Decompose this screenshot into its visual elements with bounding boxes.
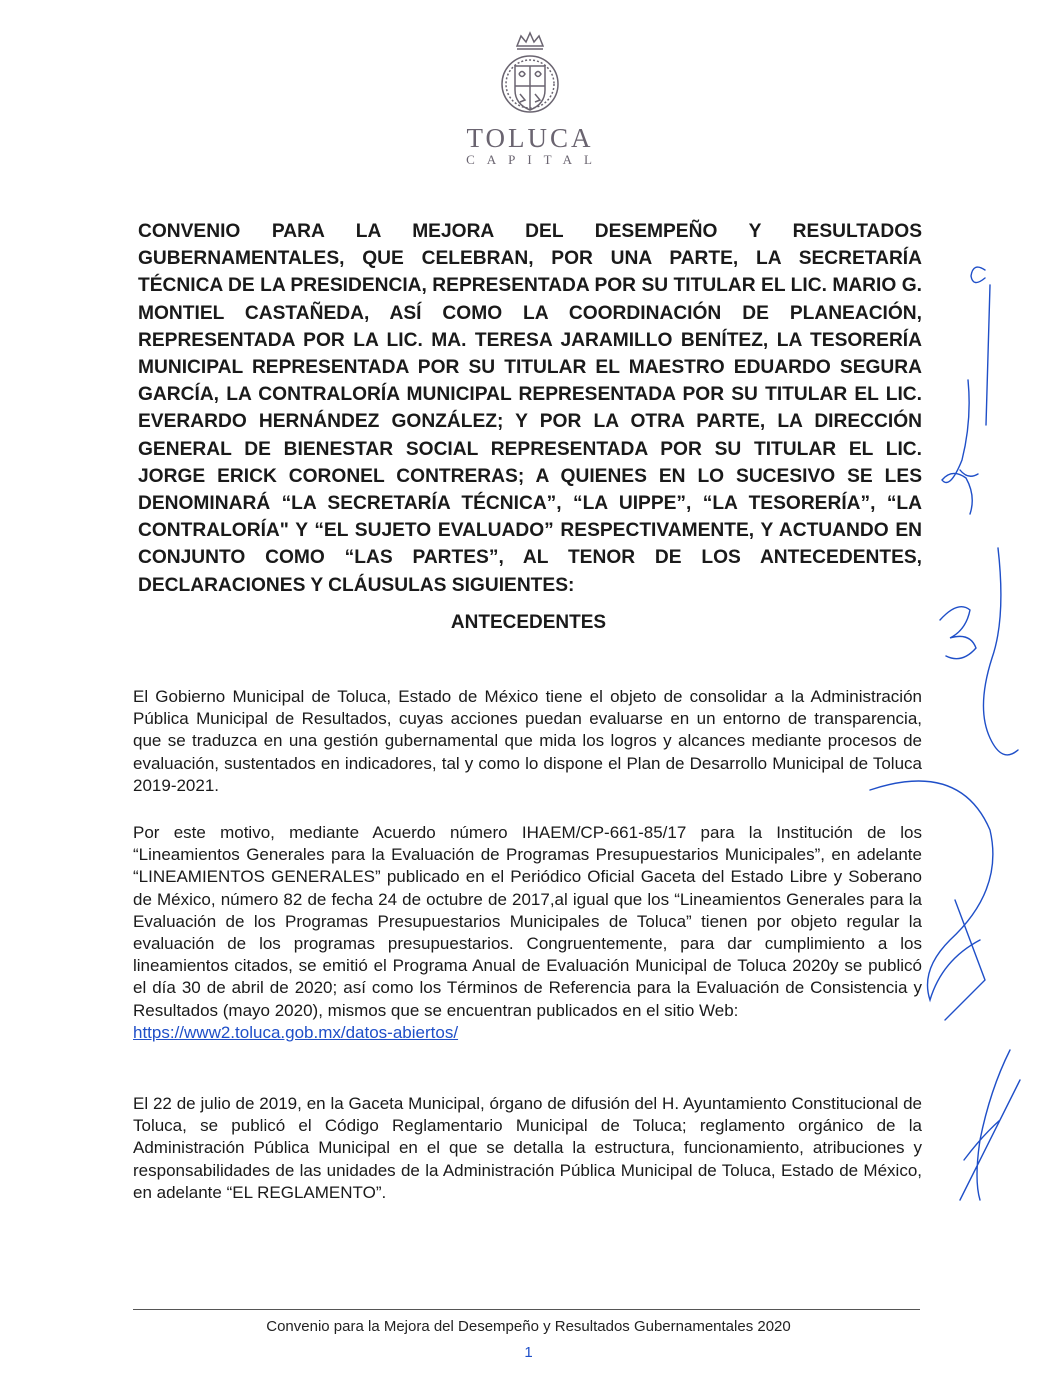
logo-subtitle: CAPITAL — [466, 152, 604, 167]
signature-3 — [940, 548, 1018, 755]
toluca-logo — [455, 30, 605, 168]
datos-abiertos-link[interactable]: https://www2.toluca.gob.mx/datos-abiertos/ — [133, 1022, 459, 1042]
paragraph-2-text: Por este motivo, mediante Acuerdo número IHAEM/CP-661-85/17 para la Institución de los “Lineamientos Generales para la Evaluación de Programas Presupuestarios Municipales”, en adelante “LINEAMIENTOS GENERALES” publicado en el Periódico Oficial Gaceta del Estado Libre y Soberano de México, número 82 de fecha 24 de octubre de 2017,al igual que los “Lineamientos Generales para la Evaluación de los Programas Presupuestarios Municipales de Toluca” tienen por objeto regular la evaluación de los programas presupuestarios. Congruentemente, para dar cumplimiento a los lineamientos citados, se emitió el Programa Anual de Evaluación Municipal de Toluca 2020y se publicó el día 30 de abril de 2020; así como los Términos de Referencia para la Evaluación de Consistencia y Resultados (mayo 2020), mismos que se encuentran publicados en el sitio Web: — [133, 823, 922, 1020]
signature-5 — [960, 1050, 1020, 1200]
section-heading: ANTECEDENTES — [450, 612, 607, 633]
paragraph-1 — [133, 686, 922, 797]
document-title: CONVENIO PARA LA MEJORA DEL DESEMPEÑO Y RESULTADOS GUBERNAMENTALES, QUE CELEBRAN, POR UNA PARTE, LA SECRETARÍA TÉCNICA DE LA PRESIDENCIA, REPRESENTADA POR SU TITULAR EL LIC. MARIO G. MONTIEL CASTAÑEDA, ASÍ COMO LA COORDINACIÓN DE PLANEACIÓN, REPRESENTADA POR LA LIC. MA. TERESA JARAMILLO BENÍTEZ, LA TESORERÍA MUNICIPAL REPRESENTADA POR SU TITULAR EL MAESTRO EDUARDO SEGURA GARCÍA, LA CONTRALORÍA MUNICIPAL REPRESENTADA POR SU TITULAR EL LIC. EVERARDO HERNÁNDEZ GONZÁLEZ; Y POR LA OTRA PARTE, LA DIRECCIÓN GENERAL DE BIENESTAR SOCIAL REPRESENTADA POR SU TITULAR EL LIC. JORGE ERICK CORONEL CONTRERAS; A QUIENES EN LO SUCESIVO SE LES DENOMINARÁ “LA SECRETARÍA TÉCNICA”, “LA UIPPE”, “LA TESORERÍA”, “LA CONTRALORÍA" Y “EL SUJETO EVALUADO” RESPECTIVAMENTE, Y ACTUANDO EN CONJUNTO COMO “LAS PARTES”, AL TENOR DE LOS ANTECEDENTES, DECLARACIONES Y CLÁUSULAS SIGUIENTES: — [138, 221, 922, 596]
paragraph-3-text: El 22 de julio de 2019, en la Gaceta Municipal, órgano de difusión del H. Ayuntamiento Constitucional de Toluca, se publicó el Código Reglamentario Municipal de Toluca; reglamento orgánico de la Administración Pública Municipal en el que se detalla la estructura, funcionamiento, atribuciones y responsabilidades de las unidades de la Administración Pública Municipal de Toluca, Estado de México, en adelante “EL REGLAMENTO”. — [133, 1094, 922, 1202]
signature-1 — [971, 267, 990, 425]
crest-icon — [495, 30, 565, 122]
page-number: 1 — [524, 1344, 533, 1361]
footer-rule — [133, 1309, 920, 1310]
signature-2 — [942, 380, 978, 514]
paragraph-3 — [133, 1093, 922, 1204]
paragraph-2 — [133, 822, 922, 1044]
logo-name: TOLUCA — [466, 123, 594, 153]
footer-text: Convenio para la Mejora del Desempeño y Resultados Gubernamentales 2020 — [266, 1318, 791, 1335]
paragraph-1-text: El Gobierno Municipal de Toluca, Estado de México tiene el objeto de consolidar a la Administración Pública Municipal de Resultados, cuyas acciones puedan evaluarse en un entorno de transparencia, que se traduzca en una gestión gubernamental que mida los logros y alcances mediante procesos de evaluación, sustentados en indicadores, tal y como lo dispone el Plan de Desarrollo Municipal de Toluca 2019-2021. — [133, 687, 922, 795]
